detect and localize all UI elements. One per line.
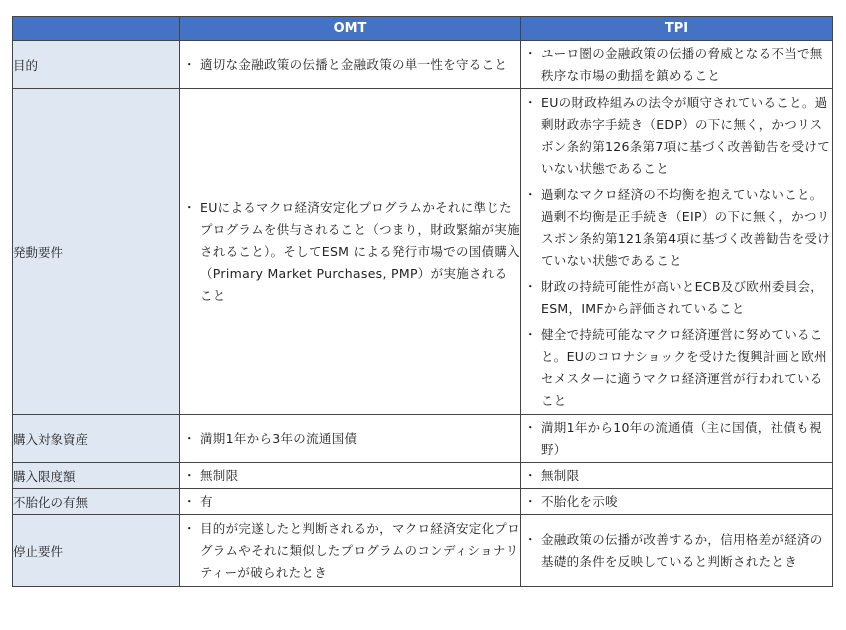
table-row [13,489,833,515]
list-item [521,491,832,513]
item-text: 健全で持続可能なマクロ経済運営に努めていること。EUのコロナショックを受けた復興計画と欧州セメスターに適うマクロ経済運営が行われていること [541,326,827,408]
list-item [180,428,520,450]
list-item [521,417,832,461]
item-text: 不胎化を示唆 [541,493,618,509]
item-text: 無制限 [200,467,239,483]
item-text: 満期1年から3年の流通国債 [200,430,358,446]
item-text: 適切な金融政策の伝播と金融政策の単一性を守ること [200,56,508,72]
item-text: 金融政策の伝播が改善するか，信用格差が経済の基礎的条件を反映していると判断されたとき [541,531,823,569]
bullet-icon: ・ [524,186,537,202]
table-row [13,41,833,89]
bullet-icon: ・ [524,419,537,435]
row-label-stop: 停止要件 [13,515,180,587]
omt-cell-assets [180,415,521,463]
bullet-icon: ・ [183,493,196,509]
table-row [13,415,833,463]
bullet-icon: ・ [524,45,537,61]
bullet-icon: ・ [183,467,196,483]
omt-cell-purpose [180,41,521,89]
omt-cell-stop [180,515,521,587]
table-row [13,463,833,489]
item-text: 有 [200,493,213,509]
list-item [180,465,520,487]
header-blank-cell [13,17,180,41]
list-item [521,324,832,412]
bullet-icon: ・ [183,199,196,215]
list-item [180,54,520,76]
list-item [521,92,832,180]
header-tpi: TPI [521,17,833,41]
header-omt: OMT [180,17,521,41]
list-item [521,465,832,487]
bullet-icon: ・ [524,493,537,509]
list-item [180,197,520,307]
bullet-icon: ・ [524,94,537,110]
item-text: EUによるマクロ経済安定化プログラムかそれに準じたプログラムを供与されること（つまり，財政緊縮が実施されること）。そしてESM による発行市場での国債購入（Primary Market Purchases, PMP）が実施されること [200,199,520,303]
tpi-cell-sterilization [521,489,833,515]
bullet-icon: ・ [183,56,196,72]
list-item [521,43,832,87]
list-item [521,529,832,573]
list-item [521,184,832,272]
bullet-icon: ・ [524,278,537,294]
header-row [13,17,833,41]
item-text: 無制限 [541,467,580,483]
omt-cell-trigger [180,89,521,415]
tpi-cell-purpose [521,41,833,89]
row-label-purpose: 目的 [13,41,180,89]
bullet-icon: ・ [183,520,196,536]
table-row [13,515,833,587]
omt-cell-sterilization [180,489,521,515]
list-item [180,518,520,584]
omt-cell-limit [180,463,521,489]
list-item [521,276,832,320]
row-label-assets: 購入対象資産 [13,415,180,463]
bullet-icon: ・ [524,467,537,483]
tpi-cell-stop [521,515,833,587]
bullet-icon: ・ [524,531,537,547]
row-label-sterilization: 不胎化の有無 [13,489,180,515]
list-item [180,491,520,513]
comparison-table [12,16,833,587]
item-text: 目的が完遂したと判断されるか，マクロ経済安定化プログラムやそれに類似したプログラムのコンディショナリティーが破られたとき [200,520,521,580]
bullet-icon: ・ [524,326,537,342]
item-text: ユーロ圏の金融政策の伝播の脅威となる不当で無秩序な市場の動揺を鎮めること [541,45,823,83]
item-text: EUの財政枠組みの法令が順守されていること。過剰財政赤字手続き（EDP）の下に無く，かつリスボン条約第126条第7項に基づく改善勧告を受けていない状態であること [541,94,831,176]
item-text: 過剰なマクロ経済の不均衡を抱えていないこと。過剰不均衡是正手続き（EIP）の下に無く，かつリスボン条約第121条第4項に基づく改善勧告を受けていない状態であること [541,186,831,268]
item-text: 満期1年から10年の流通債（主に国債，社債も視野） [541,419,822,457]
item-text: 財政の持続可能性が高いとECB及び欧州委員会，ESM，IMFから評価されていること [541,278,824,316]
tpi-cell-assets [521,415,833,463]
tpi-cell-limit [521,463,833,489]
bullet-icon: ・ [183,430,196,446]
row-label-limit: 購入限度額 [13,463,180,489]
table-row [13,89,833,415]
row-label-trigger: 発動要件 [13,89,180,415]
tpi-cell-trigger [521,89,833,415]
